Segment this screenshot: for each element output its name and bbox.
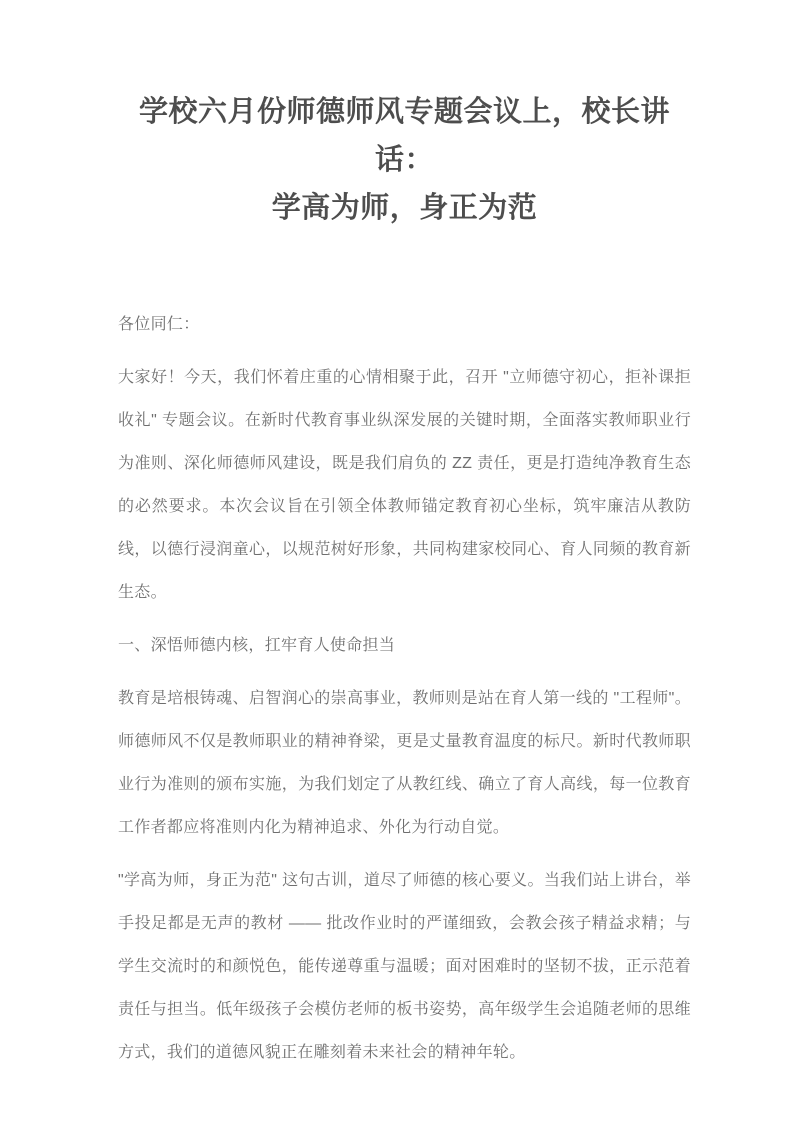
- paragraph-teacher-ethics-core: 教育是培根铸魂、启智润心的崇高事业，教师则是站在育人第一线的 "工程师"。师德师风不仅是教师职业的精神脊梁，更是丈量教育温度的标尺。新时代教师职业行为准则的颁布实施，为我们划定了从教红线、确立了育人高线，每一位教育工作者都应将准则内化为精神追求、外化为行动自觉。: [118, 690, 691, 836]
- document-title-line-2: 学高为师，身正为范: [271, 192, 538, 224]
- opening-paragraph: 大家好！今天，我们怀着庄重的心情相聚于此，召开 "立师德守初心，拒补课拒收礼" 专题会议。在新时代教育事业纵深发展的关键时期，全面落实教师职业行为准则、深化师德师风建设，既是我们肩负的 ZZ 责任，更是打造纯净教育生态的必然要求。本次会议旨在引领全体教师锚定教育初心坐标，筑牢廉洁从教防线，以德行浸润童心，以规范树好形象，共同构建家校同心、育人同频的教育新生态。: [118, 369, 691, 601]
- section-heading-1: 一、深悟师德内核，扛牢育人使命担当: [118, 637, 396, 654]
- document-title: [118, 88, 691, 232]
- document-title-line-1: 学校六月份师德师风专题会议上，校长讲话：: [138, 96, 670, 176]
- salutation-text: 各位同仁：: [118, 316, 200, 333]
- paragraph-role-model: "学高为师，身正为范" 这句古训，道尽了师德的核心要义。当我们站上讲台，举手投足都是无声的教材 —— 批改作业时的严谨细致，会教会孩子精益求精；与学生交流时的和颜悦色，能传递尊重与温暖；面对困难时的坚韧不拔，正示范着责任与担当。低年级孩子会模仿老师的板书姿势，高年级学生会追随老师的思维方式，我们的道德风貌正在雕刻着未来社会的精神年轮。: [118, 872, 691, 1061]
